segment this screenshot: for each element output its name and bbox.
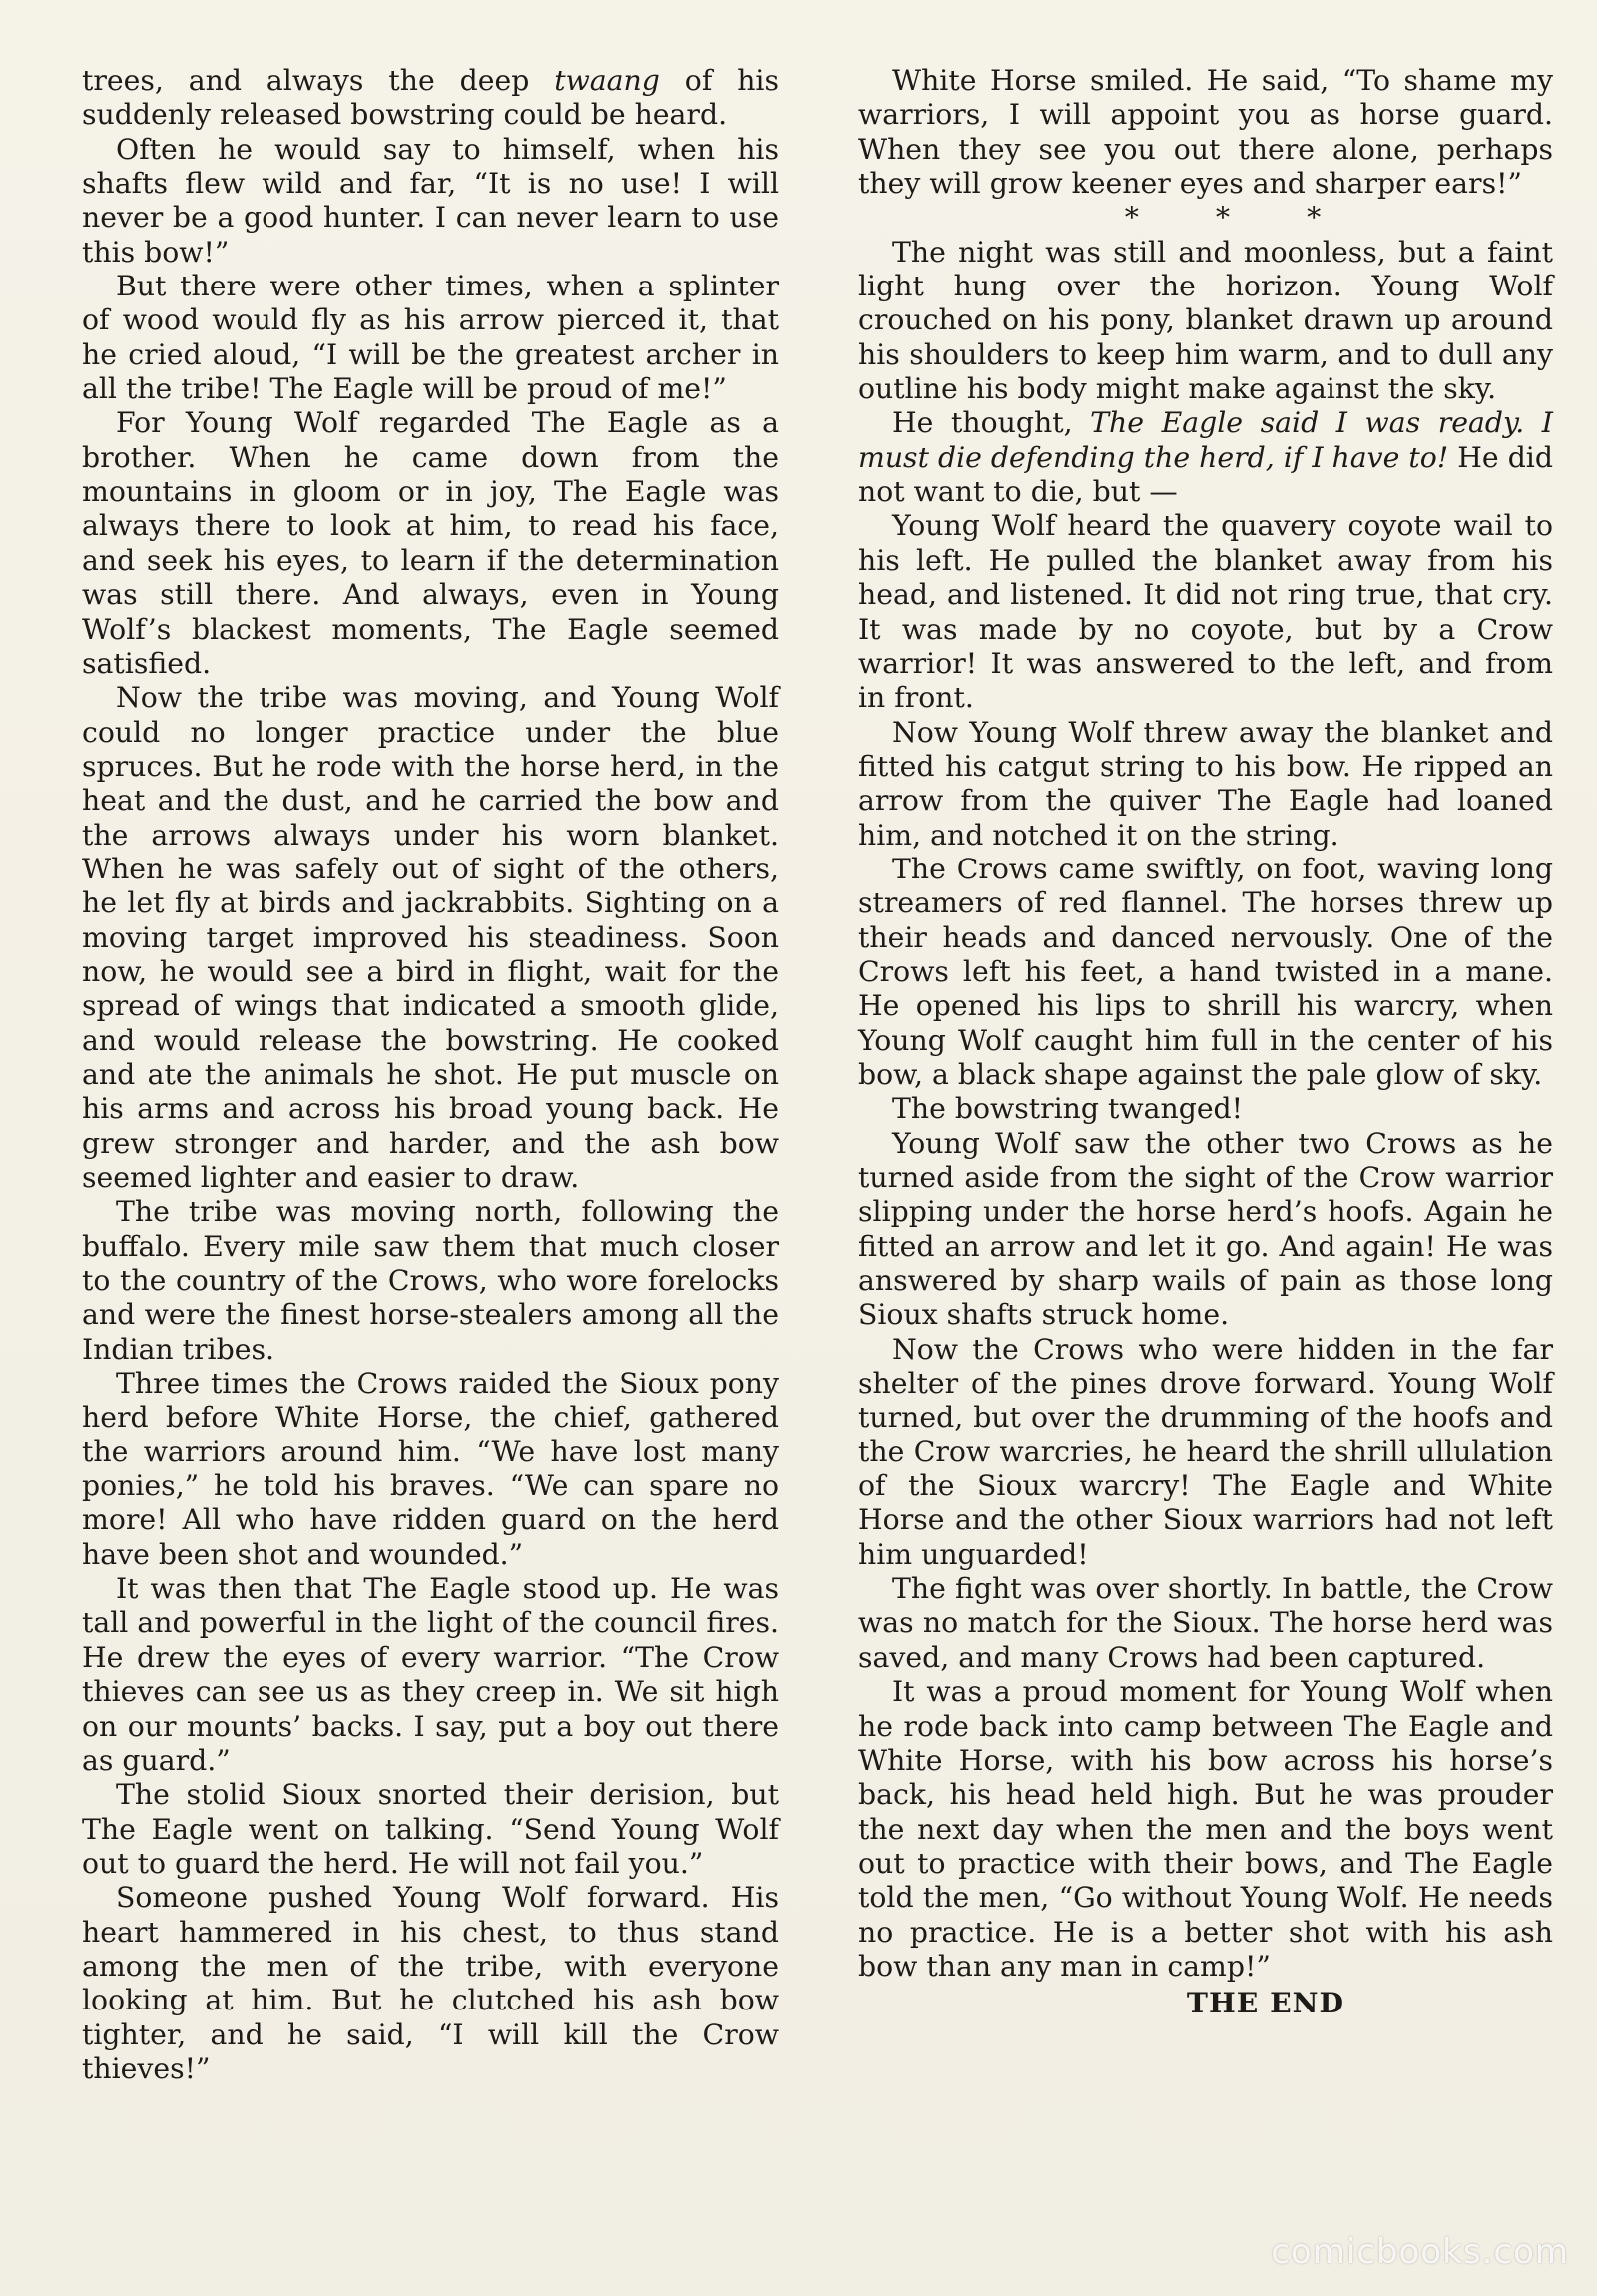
paragraph: The night was still and moonless, but a faint light hung over the horizon. Young Wolf crouched on his pony, blanket drawn up around his shoulders to keep him warm, and to dull any outline his body might make against the sky. bbox=[858, 235, 1553, 406]
paragraph: The bowstring twanged! bbox=[892, 1092, 1244, 1126]
paragraph: The Crows came swiftly, on foot, waving long streamers of red flannel. The horses threw up their heads and danced nervously. One of the Crows left his feet, a hand twisted in a mane. He opened his lips to shrill his warcry, when Young Wolf caught him full in the center of his bow, a black shape against the pale glow of sky. bbox=[858, 852, 1553, 1091]
paragraph: Often he would say to himself, when his shafts flew wild and far, “It is no use! I will never be a good hunter. I can never learn to use this bow!” bbox=[82, 132, 779, 269]
emphasis-text: The Eagle said I was ready. I must die defending the herd, if I have to! bbox=[858, 406, 1553, 474]
watermark-text: comicbooks.com bbox=[1271, 2232, 1569, 2272]
paragraph: It was then that The Eagle stood up. He was tall and powerful in the light of the council fires. He drew the eyes of every warrior. “The Crow thieves can see us as they creep in. We sit high on our mounts’ backs. I say, put a boy out there as guard.” bbox=[82, 1572, 779, 1777]
left-text-column bbox=[82, 64, 779, 2086]
paragraph-text: He did not want to die, but — bbox=[858, 440, 1553, 509]
paragraph: The stolid Sioux snorted their derision, but The Eagle went on talking. “Send Young Wolf out to guard the herd. He will not fail you.” bbox=[82, 1778, 779, 1880]
paragraph bbox=[82, 64, 779, 133]
paragraph: The tribe was moving north, following the buffalo. Every mile saw them that much closer to the country of the Crows, who wore forelocks and were the finest horse-stealers among all the Indian tribes. bbox=[82, 1195, 779, 1366]
the-end-label: THE END bbox=[1186, 1986, 1345, 2020]
section-break-stars: * * * bbox=[1124, 201, 1355, 235]
paragraph-text: He thought, bbox=[892, 406, 1091, 440]
paragraph: Now the Crows who were hidden in the far shelter of the pines drove forward. Young Wolf turned, but over the drumming of the hoofs and the Crow warcries, he heard the shrill ullulation of the Sioux warcry! The Eagle and White Horse and the other Sioux warriors had not left him unguarded! bbox=[858, 1332, 1553, 1571]
paragraph: Someone pushed Young Wolf forward. His heart hammered in his chest, to thus stand among the men of the tribe, with everyone looking at him. But he clutched his ash bow tighter, and he said, “I will kill the Crow thieves!” bbox=[82, 1881, 779, 2085]
paragraph-text: trees, and always the deep bbox=[82, 64, 555, 97]
emphasis-text: twaang bbox=[554, 64, 660, 97]
paragraph-text: of his suddenly released bowstring could be heard. bbox=[82, 64, 780, 132]
paragraph: But there were other times, when a splinter of wood would fly as his arrow pierced it, that he cried aloud, “I will be the greatest archer in all the tribe! The Eagle will be proud of me!” bbox=[82, 270, 779, 406]
paragraph bbox=[858, 406, 1553, 509]
paragraph: White Horse smiled. He said, “To shame my warriors, I will appoint you as horse guard. When they see you out there alone, perhaps they will grow keener eyes and sharper ears!” bbox=[858, 64, 1553, 201]
right-text-column bbox=[858, 64, 1553, 2020]
paragraph: For Young Wolf regarded The Eagle as a brother. When he came down from the mountains in gloom or in joy, The Eagle was always there to look at him, to read his face, and seek his eyes, to learn if the determination was still there. And always, even in Young Wolf’s blackest moments, The Eagle seemed satisfied. bbox=[82, 406, 779, 680]
paragraph: The fight was over shortly. In battle, the Crow was no match for the Sioux. The horse herd was saved, and many Crows had been captured. bbox=[858, 1572, 1553, 1674]
paragraph: It was a proud moment for Young Wolf when he rode back into camp between The Eagle and White Horse, with his bow across his horse’s back, his head held high. But he was prouder the next day when the men and the boys went out to practice with their bows, and The Eagle told the men, “Go without Young Wolf. He needs no practice. He is a better shot with his ash bow than any man in camp!” bbox=[858, 1675, 1553, 1983]
paragraph: Now Young Wolf threw away the blanket and fitted his catgut string to his bow. He ripped an arrow from the quiver The Eagle had loaned him, and notched it on the string. bbox=[858, 715, 1553, 852]
paragraph: Young Wolf saw the other two Crows as he turned aside from the sight of the Crow warrior slipping under the horse herd’s hoofs. Again he fitted an arrow and let it go. And again! He was answered by sharp wails of pain as those long Sioux shafts struck home. bbox=[858, 1126, 1553, 1332]
paragraph: Young Wolf heard the quavery coyote wail to his left. He pulled the blanket away from his head, and listened. It did not ring true, that cry. It was made by no coyote, but by a Crow warrior! It was answered to the left, and from in front. bbox=[858, 509, 1553, 715]
paragraph: Now the tribe was moving, and Young Wolf could no longer practice under the blue spruces. But he rode with the horse herd, in the heat and the dust, and he carried the bow and the arrows always under his worn blanket. When he was safely out of sight of the others, he let fly at birds and jackrabbits. Sighting on a moving target improved his steadiness. Soon now, he would see a bird in flight, wait for the spread of wings that indicated a smooth glide, and would release the bowstring. He cooked and ate the animals he shot. He put muscle on his arms and across his broad young back. He grew stronger and harder, and the ash bow seemed lighter and easier to draw. bbox=[82, 681, 779, 1194]
paragraph: Three times the Crows raided the Sioux pony herd before White Horse, the chief, gathered the warriors around him. “We have lost many ponies,” he told his braves. “We can spare no more! All who have ridden guard on the herd have been shot and wounded.” bbox=[82, 1367, 779, 1571]
